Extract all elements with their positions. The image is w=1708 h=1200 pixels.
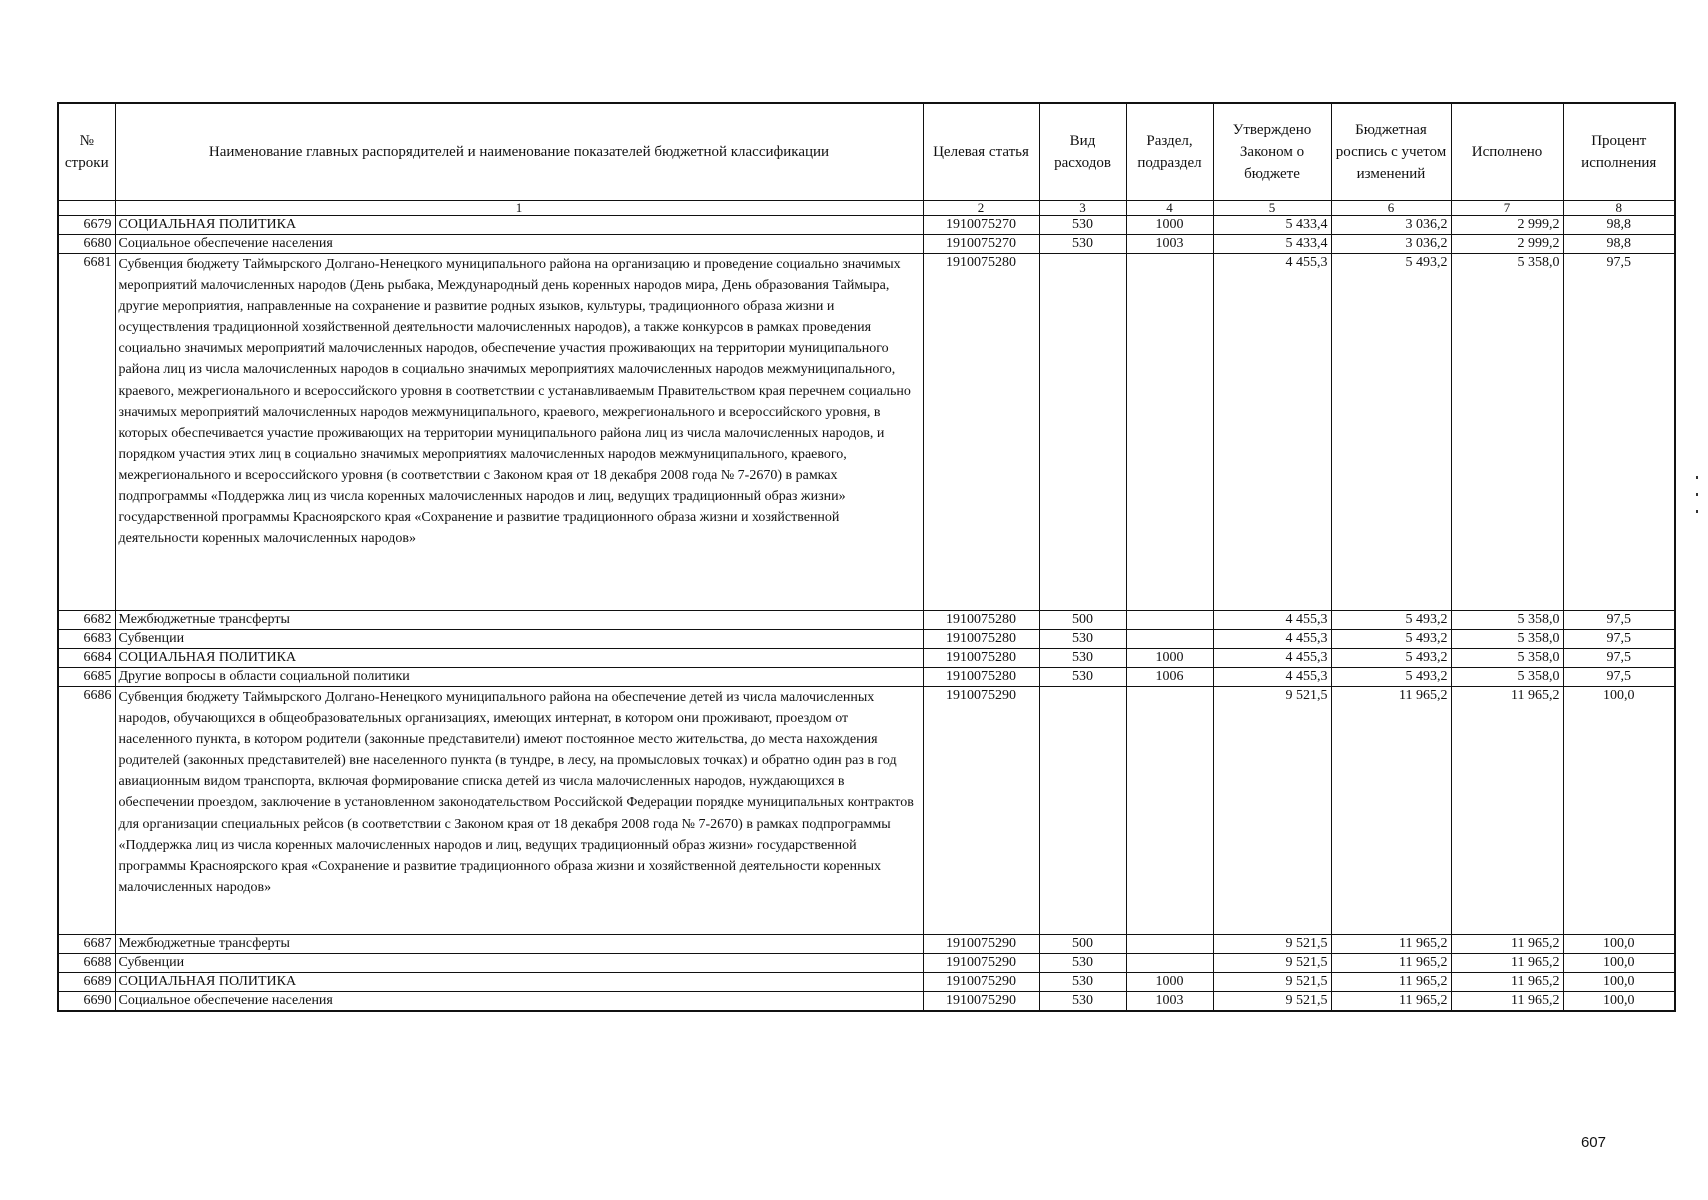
table-row: [58, 649, 1675, 668]
row-number: 6687: [58, 935, 115, 954]
header-budget-list: Бюджетная роспись с учетом изменений: [1331, 103, 1451, 201]
row-number: 6680: [58, 235, 115, 254]
row-budget-list: 5 493,2: [1331, 630, 1451, 649]
row-percent: 100,0: [1563, 935, 1675, 954]
row-approved: 4 455,3: [1213, 630, 1331, 649]
row-executed: 2 999,2: [1451, 216, 1563, 235]
row-budget-list: 11 965,2: [1331, 954, 1451, 973]
row-budget-list: 11 965,2: [1331, 935, 1451, 954]
row-budget-list: 5 493,2: [1331, 668, 1451, 687]
row-number: 6686: [58, 687, 115, 935]
row-executed: 5 358,0: [1451, 668, 1563, 687]
row-executed: 5 358,0: [1451, 630, 1563, 649]
table-row: [58, 235, 1675, 254]
row-number: 6688: [58, 954, 115, 973]
row-section: 1000: [1126, 649, 1213, 668]
column-number-blank: [58, 201, 115, 216]
row-name: Субвенция бюджету Таймырского Долгано-Ненецкого муниципального района на организацию и проведение социально значимых мероприятий малочисленных народов (День рыбака, Международный день коренных народов мира, День образования Таймыра, другие мероприятия, направленные на сохранение и развитие родных языков, культуры, традиционного образа жизни и осуществления традиционной хозяйственной деятельности малочисленных народов), а также конкурсов в рамках проведения социально значимых мероприятий малочисленных народов, обеспечение участия проживающих на территории муниципального района лиц из числа малочисленных народов в социально значимых мероприятиях малочисленных народов межмуниципального, краевого, межрегионального и всероссийского уровня в соответствии с устанавливаемым Правительством края перечнем социально значимых мероприятий малочисленных народов межмуниципального, краевого, межрегионального и всероссийского уровня, в которых обеспечивается участие проживающих на территории муниципального района лиц из числа малочисленных народов, и порядком участия этих лиц в социально значимых мероприятиях малочисленных народов межмуниципального, краевого, межрегионального и всероссийского уровня (в соответствии с Законом края от 18 декабря 2008 года № 7-2670) в рамках подпрограммы «Поддержка лиц из числа коренных малочисленных народов и лиц, ведущих традиционный образ жизни» государственной программы Красноярского края «Сохранение и развитие традиционного образа жизни и хозяйственной деятельности коренных малочисленных народов»: [115, 254, 923, 611]
column-number: 7: [1451, 201, 1563, 216]
row-number: 6681: [58, 254, 115, 611]
row-section: [1126, 687, 1213, 935]
row-percent: 98,8: [1563, 235, 1675, 254]
row-approved: 5 433,4: [1213, 235, 1331, 254]
header-section: Раздел, подраздел: [1126, 103, 1213, 201]
row-budget-list: 11 965,2: [1331, 973, 1451, 992]
row-approved: 4 455,3: [1213, 649, 1331, 668]
row-number: 6685: [58, 668, 115, 687]
row-number: 6690: [58, 992, 115, 1012]
row-name: Межбюджетные трансферты: [115, 935, 923, 954]
scan-mark: [1696, 510, 1698, 513]
row-target-article: 1910075290: [923, 973, 1039, 992]
scan-mark: [1696, 493, 1698, 496]
row-percent: 100,0: [1563, 973, 1675, 992]
table-row: [58, 935, 1675, 954]
row-section: 1003: [1126, 992, 1213, 1012]
row-name: Межбюджетные трансферты: [115, 611, 923, 630]
table-row: [58, 668, 1675, 687]
row-percent: 98,8: [1563, 216, 1675, 235]
table-row: [58, 992, 1675, 1012]
row-number: 6683: [58, 630, 115, 649]
row-section: [1126, 935, 1213, 954]
row-executed: 11 965,2: [1451, 992, 1563, 1012]
column-number: 2: [923, 201, 1039, 216]
row-name: СОЦИАЛЬНАЯ ПОЛИТИКА: [115, 649, 923, 668]
row-budget-list: 3 036,2: [1331, 235, 1451, 254]
row-expense-type: 500: [1039, 611, 1126, 630]
row-budget-list: 5 493,2: [1331, 611, 1451, 630]
row-section: [1126, 611, 1213, 630]
row-target-article: 1910075290: [923, 992, 1039, 1012]
row-approved: 4 455,3: [1213, 254, 1331, 611]
row-expense-type: 530: [1039, 649, 1126, 668]
column-number: 3: [1039, 201, 1126, 216]
row-name: СОЦИАЛЬНАЯ ПОЛИТИКА: [115, 216, 923, 235]
table-row: [58, 254, 1675, 611]
column-number: 8: [1563, 201, 1675, 216]
row-expense-type: 530: [1039, 973, 1126, 992]
row-executed: 2 999,2: [1451, 235, 1563, 254]
row-name: Субвенции: [115, 954, 923, 973]
row-expense-type: [1039, 687, 1126, 935]
row-expense-type: 530: [1039, 992, 1126, 1012]
row-approved: 9 521,5: [1213, 973, 1331, 992]
row-percent: 97,5: [1563, 630, 1675, 649]
row-target-article: 1910075280: [923, 649, 1039, 668]
row-section: [1126, 630, 1213, 649]
column-number-row: [58, 201, 1675, 216]
row-percent: 100,0: [1563, 687, 1675, 935]
budget-sheet: [57, 102, 1674, 1012]
row-target-article: 1910075290: [923, 935, 1039, 954]
row-approved: 4 455,3: [1213, 611, 1331, 630]
row-expense-type: 530: [1039, 668, 1126, 687]
row-percent: 97,5: [1563, 254, 1675, 611]
row-expense-type: 530: [1039, 954, 1126, 973]
row-target-article: 1910075280: [923, 630, 1039, 649]
row-section: 1003: [1126, 235, 1213, 254]
row-name: Субвенции: [115, 630, 923, 649]
row-budget-list: 5 493,2: [1331, 254, 1451, 611]
header-row-number: № строки: [58, 103, 115, 201]
header-percent: Процент исполнения: [1563, 103, 1675, 201]
row-expense-type: 530: [1039, 216, 1126, 235]
header-name: Наименование главных распорядителей и наименование показателей бюджетной классификации: [115, 103, 923, 201]
row-section: [1126, 954, 1213, 973]
header-target-article: Целевая статья: [923, 103, 1039, 201]
row-percent: 97,5: [1563, 611, 1675, 630]
column-number: 6: [1331, 201, 1451, 216]
row-expense-type: 530: [1039, 630, 1126, 649]
row-number: 6682: [58, 611, 115, 630]
row-approved: 9 521,5: [1213, 954, 1331, 973]
row-section: 1000: [1126, 973, 1213, 992]
row-expense-type: 500: [1039, 935, 1126, 954]
row-approved: 4 455,3: [1213, 668, 1331, 687]
row-executed: 11 965,2: [1451, 935, 1563, 954]
row-budget-list: 11 965,2: [1331, 992, 1451, 1012]
row-approved: 5 433,4: [1213, 216, 1331, 235]
header-row: [58, 103, 1675, 201]
row-executed: 11 965,2: [1451, 973, 1563, 992]
row-section: 1000: [1126, 216, 1213, 235]
column-number: 1: [115, 201, 923, 216]
row-percent: 100,0: [1563, 992, 1675, 1012]
header-expense-type: Вид расходов: [1039, 103, 1126, 201]
table-row: [58, 216, 1675, 235]
row-budget-list: 3 036,2: [1331, 216, 1451, 235]
table-row: [58, 611, 1675, 630]
row-approved: 9 521,5: [1213, 687, 1331, 935]
row-name: Субвенция бюджету Таймырского Долгано-Ненецкого муниципального района на обеспечение детей из числа малочисленных народов, обучающихся в общеобразовательных организациях, имеющих интернат, в котором они проживают, проездом от населенного пункта, в котором родители (законные представители) имеют постоянное место жительства, до места нахождения родителей (законных представителей) вне населенного пункта (в тундре, в лесу, на промысловых точках) и обратно один раз в год авиационным видом транспорта, включая формирование списка детей из числа малочисленных народов, нуждающихся в обеспечении проездом, заключение в установленном законодательством Российской Федерации порядке муниципальных контрактов для организации специальных рейсов (в соответствии с Законом края от 18 декабря 2008 года № 7-2670) в рамках подпрограммы «Поддержка лиц из числа коренных малочисленных народов и лиц, ведущих традиционный образ жизни» государственной программы Красноярского края «Сохранение и развитие традиционного образа жизни и хозяйственной деятельности коренных малочисленных народов»: [115, 687, 923, 935]
row-target-article: 1910075270: [923, 216, 1039, 235]
table-row: [58, 954, 1675, 973]
scan-mark: [1696, 476, 1698, 479]
row-target-article: 1910075290: [923, 954, 1039, 973]
table-row: [58, 630, 1675, 649]
row-budget-list: 11 965,2: [1331, 687, 1451, 935]
row-section: [1126, 254, 1213, 611]
row-name: Социальное обеспечение населения: [115, 235, 923, 254]
column-number: 5: [1213, 201, 1331, 216]
row-percent: 97,5: [1563, 649, 1675, 668]
header-approved: Утверждено Законом о бюджете: [1213, 103, 1331, 201]
table-row: [58, 687, 1675, 935]
row-target-article: 1910075280: [923, 254, 1039, 611]
row-name: Социальное обеспечение населения: [115, 992, 923, 1012]
row-target-article: 1910075270: [923, 235, 1039, 254]
row-target-article: 1910075280: [923, 611, 1039, 630]
page-number: 607: [1580, 1134, 1606, 1151]
row-percent: 100,0: [1563, 954, 1675, 973]
row-executed: 5 358,0: [1451, 611, 1563, 630]
row-executed: 11 965,2: [1451, 687, 1563, 935]
scan-margin-marks: [1696, 476, 1700, 536]
row-number: 6684: [58, 649, 115, 668]
table-row: [58, 973, 1675, 992]
row-expense-type: [1039, 254, 1126, 611]
row-name: Другие вопросы в области социальной политики: [115, 668, 923, 687]
budget-table: [57, 102, 1676, 1012]
column-number: 4: [1126, 201, 1213, 216]
row-section: 1006: [1126, 668, 1213, 687]
row-percent: 97,5: [1563, 668, 1675, 687]
row-target-article: 1910075290: [923, 687, 1039, 935]
row-approved: 9 521,5: [1213, 992, 1331, 1012]
header-executed: Исполнено: [1451, 103, 1563, 201]
row-number: 6679: [58, 216, 115, 235]
row-executed: 11 965,2: [1451, 954, 1563, 973]
row-expense-type: 530: [1039, 235, 1126, 254]
row-name: СОЦИАЛЬНАЯ ПОЛИТИКА: [115, 973, 923, 992]
row-target-article: 1910075280: [923, 668, 1039, 687]
row-approved: 9 521,5: [1213, 935, 1331, 954]
row-executed: 5 358,0: [1451, 254, 1563, 611]
row-number: 6689: [58, 973, 115, 992]
row-executed: 5 358,0: [1451, 649, 1563, 668]
row-budget-list: 5 493,2: [1331, 649, 1451, 668]
